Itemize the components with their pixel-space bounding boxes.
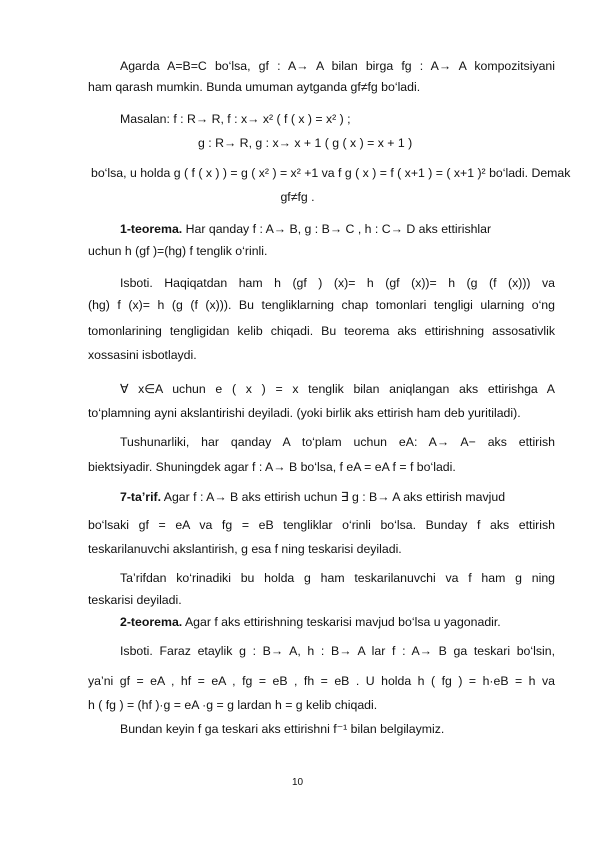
text-line-24: ya’ni gf = eA , hf = eA , fg = eB , fh = eB . U holda h ( fg ) = h·eB = h va bbox=[88, 674, 555, 688]
text-line-20: Ta’rifdan ko‘rinadiki bu holda g ham teskarilanuvchi va f ham g ning bbox=[120, 571, 555, 585]
text-line-19: teskarilanuvchi akslantirish, g esa f ning teskarisi deyiladi. bbox=[88, 542, 402, 556]
text-line-10: (hg) f (x)= h (g (f (x))). Bu tengliklarning chap tomonlari tengligi ularning o‘ng bbox=[88, 298, 555, 312]
text-line-6: gf≠fg . bbox=[280, 190, 315, 204]
text-line-11: tomonlarining tengligidan kelib chiqadi. Bu teorema aks ettirishning assosativlik bbox=[88, 324, 555, 338]
text-line-2: ham qarash mumkin. Bunda umuman aytganda gf≠fg bo‘ladi. bbox=[88, 80, 421, 94]
text-line-18: bo‘lsaki gf = eA va fg = eB tengliklar o‘rinli bo‘lsa. Bunday f aks ettirish bbox=[88, 518, 555, 532]
text-line-14: to‘plamning ayni akslantirishi deyiladi. (yoki birlik aks ettirish ham deb yuritiladi). bbox=[88, 406, 521, 420]
theorem-1-text: Har qanday f : A→ B, g : B→ C , h : C→ D aks ettirishlar bbox=[182, 222, 492, 236]
text-line-15: Tushunarliki, har qanday A to‘plam uchun eA: A→ A− aks ettirish bbox=[120, 435, 555, 449]
theorem-1-heading: 1-teorema. bbox=[120, 222, 183, 236]
text-line-8: uchun h (gf )=(hg) f tenglik o‘rinli. bbox=[88, 244, 268, 258]
text-line-13: ∀ x∈A uchun e ( x ) = x tenglik bilan aniqlangan aks ettirishga A bbox=[120, 382, 555, 396]
text-line-23: Isboti. Faraz etaylik g : B→ A, h : B→ A lar f : A→ B ga teskari bo‘lsin, bbox=[120, 644, 555, 658]
theorem-2-text: Agar f aks ettirishning teskarisi mavjud bo‘lsa u yagonadir. bbox=[182, 615, 501, 629]
text-line-16: biektsiyadir. Shuningdek agar f : A→ B bo‘lsa, f eA = eA f = f bo‘ladi. bbox=[88, 460, 456, 474]
theorem-2-line bbox=[120, 614, 555, 630]
text-line-25: h ( fg ) = (hf )·g = eA ·g = g lardan h = g kelib chiqadi. bbox=[88, 698, 378, 712]
definition-7-line bbox=[120, 489, 555, 505]
text-line-4: g : R→ R, g : x→ x + 1 ( g ( x ) = x + 1 ) bbox=[198, 136, 413, 150]
definition-7-heading: 7-ta’rif. bbox=[120, 490, 161, 504]
text-line-21: teskarisi deyiladi. bbox=[88, 593, 182, 607]
text-line-12: xossasini isbotlaydi. bbox=[88, 348, 197, 362]
page-number: 10 bbox=[291, 777, 304, 788]
theorem-2-heading: 2-teorema. bbox=[120, 615, 183, 629]
definition-7-text: Agar f : A→ B aks ettirish uchun ∃ g : B→ A aks ettirish mavjud bbox=[161, 490, 506, 504]
theorem-1-line bbox=[120, 221, 555, 237]
text-line-26: Bundan keyin f ga teskari aks ettirishni f⁻¹ bilan belgilaymiz. bbox=[120, 722, 445, 736]
text-line-5: bo‘lsa, u holda g ( f ( x ) ) = g ( x² ) = x² +1 va f g ( x ) = f ( x+1 ) = ( x+1 )² bo‘ladi. Demak bbox=[91, 166, 571, 180]
text-line-1: Agarda A=B=C bo‘lsa, gf : A→ A bilan birga fg : A→ A kompozitsiyani bbox=[120, 59, 555, 73]
text-line-3: Masalan: f : R→ R, f : x→ x² ( f ( x ) = x² ) ; bbox=[120, 112, 351, 126]
text-line-9: Isboti. Haqiqatdan ham h (gf ) (x)= h (gf (x))= h (g (f (x))) va bbox=[120, 276, 555, 290]
